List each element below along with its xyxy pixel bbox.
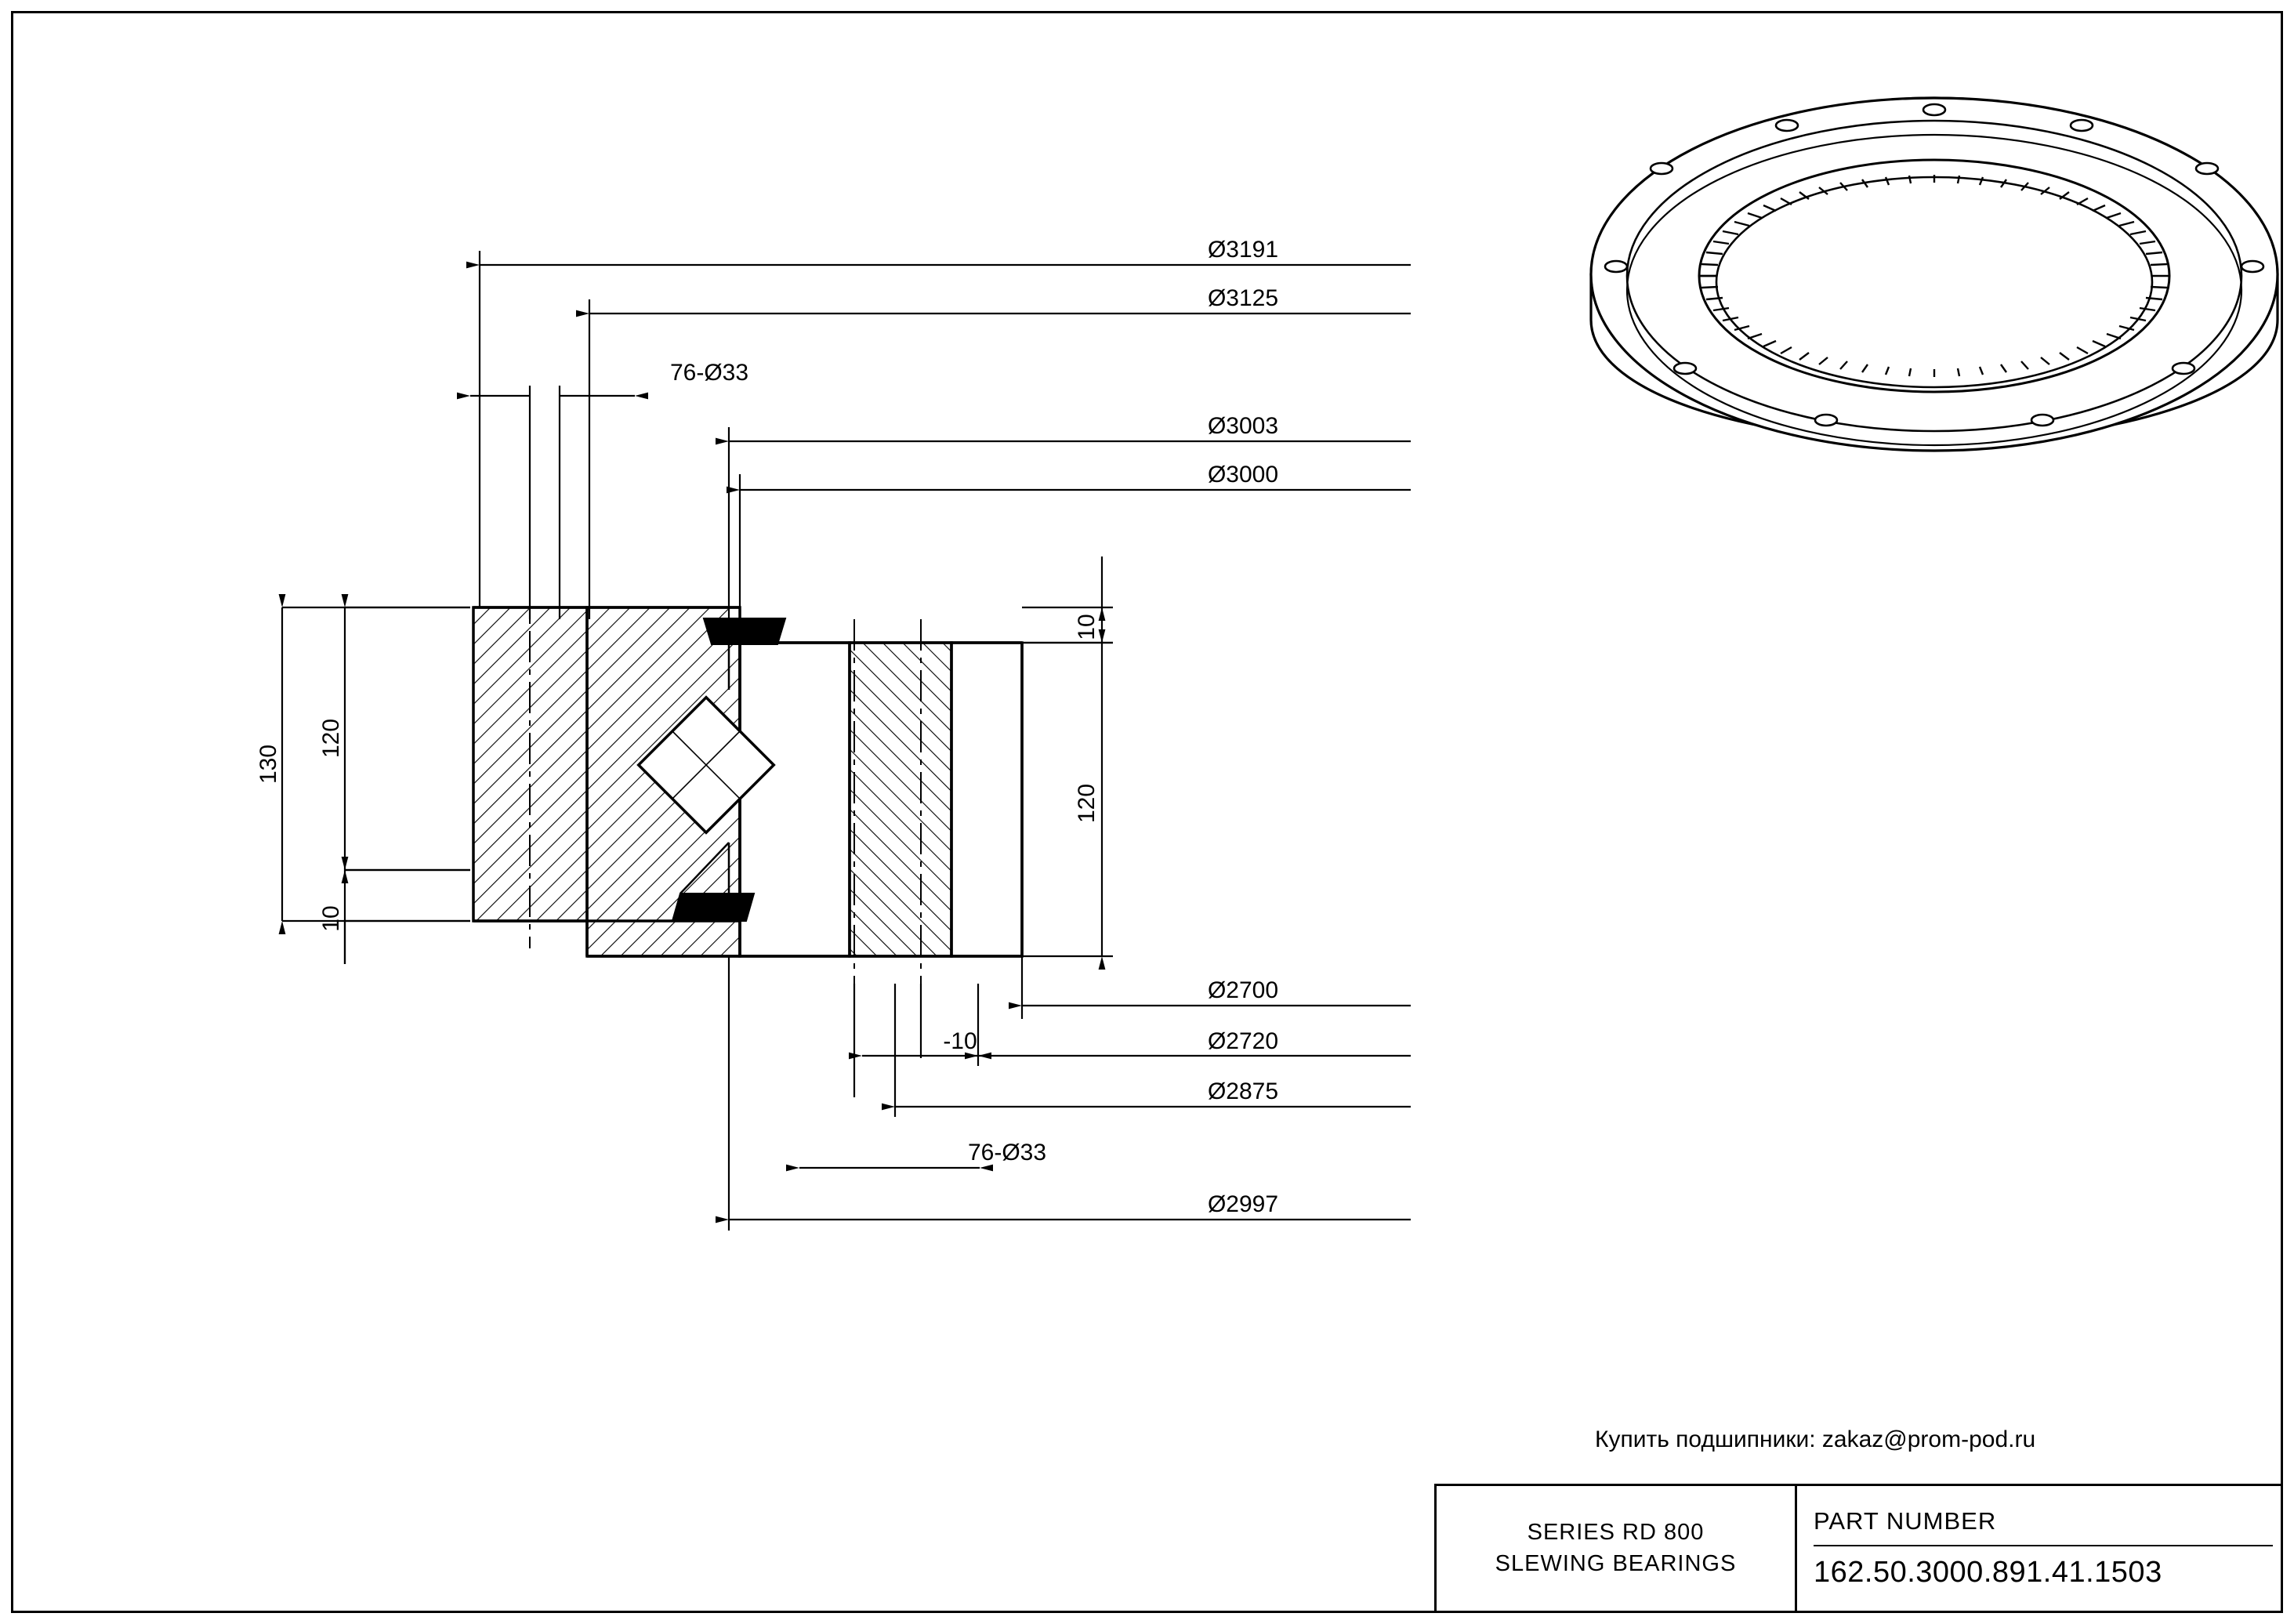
dim-d3003: Ø3003	[1207, 413, 1279, 439]
series-line-1: SERIES RD 800	[1527, 1520, 1705, 1546]
title-block-part-number	[1799, 1486, 2281, 1611]
dim-d2700: Ø2700	[1207, 977, 1279, 1003]
title-block-series	[1437, 1486, 1797, 1611]
contact-line: Купить подшипники: zakaz@prom-pod.ru	[1595, 1426, 2036, 1452]
part-number-label: PART NUMBER	[1814, 1507, 2273, 1546]
dim-h120-right: 120	[1074, 783, 1100, 824]
dim-d2997: Ø2997	[1207, 1191, 1279, 1217]
dim-d3000: Ø3000	[1207, 462, 1279, 488]
dimension-group-left	[282, 607, 470, 964]
dim-d2720: Ø2720	[1207, 1028, 1279, 1054]
dim-neg10: -10	[943, 1028, 977, 1054]
seal-lower	[672, 894, 754, 921]
dim-d3125: Ø3125	[1207, 285, 1279, 311]
dim-h120-left: 120	[318, 718, 344, 759]
dim-h130: 130	[255, 744, 281, 785]
dim-holes-top: 76-Ø33	[669, 360, 749, 386]
dimension-labels	[255, 237, 1278, 1217]
title-block	[1434, 1484, 2283, 1613]
dim-d2875: Ø2875	[1207, 1078, 1279, 1104]
seal-upper	[704, 618, 785, 644]
dimension-group-bottom	[729, 956, 1411, 1231]
dim-h10-top: 10	[1074, 614, 1100, 640]
series-line-2: SLEWING BEARINGS	[1495, 1550, 1737, 1576]
dim-h10-left: 10	[318, 905, 344, 932]
cross-section-view	[473, 580, 1022, 984]
dim-d3191: Ø3191	[1207, 237, 1279, 263]
dim-holes-bottom: 76-Ø33	[967, 1140, 1047, 1165]
part-number-value: 162.50.3000.891.41.1503	[1814, 1556, 2162, 1589]
isometric-view	[1591, 98, 2278, 451]
